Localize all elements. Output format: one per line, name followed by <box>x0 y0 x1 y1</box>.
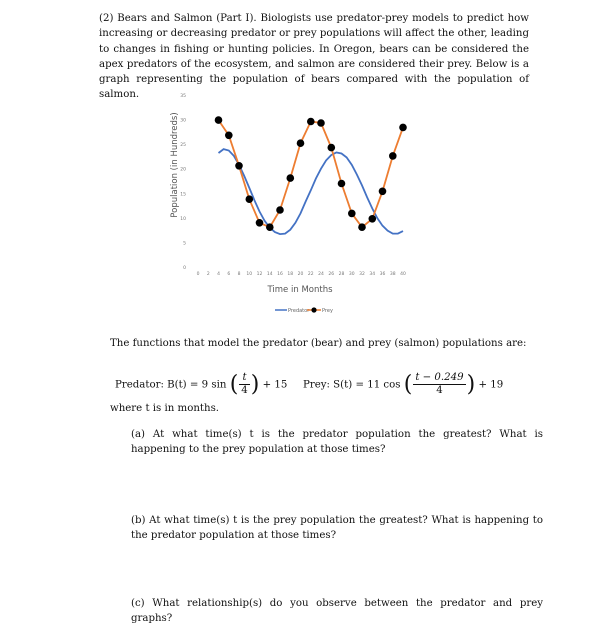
prey-data-point <box>379 188 387 196</box>
x-tick-label: 38 <box>389 272 396 277</box>
prey-data-point <box>369 215 377 223</box>
functions-intro: The functions that model the predator (bear) and prey (salmon) populations are: <box>110 338 527 349</box>
predator-frac-num: t <box>239 372 249 385</box>
y-tick-label: 25 <box>180 143 186 149</box>
y-tick-label: 20 <box>180 167 186 173</box>
x-tick-label: 2 <box>206 272 210 277</box>
prey-data-point <box>338 180 346 188</box>
x-tick-label: 24 <box>318 272 324 277</box>
x-tick-label: 22 <box>307 272 314 277</box>
y-tick-label: 30 <box>180 118 186 124</box>
prey-data-point <box>246 195 254 203</box>
prey-data-point <box>235 162 243 170</box>
x-tick-label: 40 <box>400 272 406 277</box>
prey-data-point <box>389 152 397 160</box>
legend-prey-label: Prey <box>322 308 333 314</box>
predator-formula: Predator: B(t) = 9 sin ( $\frac{t}{4}$ ) + 15 <box>115 372 288 397</box>
question-a: (a) At what time(s) t is the predator population the greatest? What is happening to the prey population at those times? <box>131 429 543 455</box>
legend-predator-label: Predator <box>288 308 310 314</box>
predator-formula-rhs: + 15 <box>262 379 288 391</box>
prey-data-point <box>358 223 366 231</box>
variable-note: where t is in months. <box>110 403 220 414</box>
prey-series-line <box>219 120 404 227</box>
y-tick-label: 5 <box>183 241 186 247</box>
prey-formula-rhs: + 19 <box>478 379 504 391</box>
y-tick-label: 35 <box>180 94 186 99</box>
prey-data-point <box>307 118 315 126</box>
y-axis-label: Population (in Hundreds) <box>170 112 180 218</box>
prey-data-point <box>328 144 336 152</box>
x-tick-label: 30 <box>348 272 355 277</box>
prey-frac-den: 4 <box>436 385 443 396</box>
y-tick-label: 15 <box>180 192 186 198</box>
question-b: (b) At what time(s) t is the prey population the greatest? What is happening to the predator population at those times? <box>131 515 543 541</box>
prey-data-point <box>215 116 223 124</box>
x-tick-label: 32 <box>359 272 365 277</box>
prey-data-point <box>266 223 274 231</box>
predator-formula-lhs: Predator: B(t) = 9 sin <box>115 379 227 391</box>
x-tick-label: 16 <box>277 272 283 277</box>
legend-prey-marker <box>311 307 316 312</box>
prey-data-point <box>317 119 325 127</box>
x-tick-label: 36 <box>379 272 386 277</box>
x-tick-label: 10 <box>246 272 253 277</box>
prey-frac-num: t − 0.249 <box>415 372 464 383</box>
x-tick-label: 34 <box>369 272 376 277</box>
x-tick-label: 12 <box>256 272 263 277</box>
x-tick-label: 0 <box>196 272 200 277</box>
prey-data-point <box>348 210 356 218</box>
problem-intro: (2) Bears and Salmon (Part I). Biologists use predator-prey models to predict how increasing or decreasing predator or prey populations will affect the other, leading to changes in fishing or hunting policies. In Oregon, bears can be considered the apex predators of the ecosystem, and salmon are considered their prey. Below is a graph representing the population of bears compared with the population of salmon. <box>99 13 529 101</box>
predator-frac-den: 4 <box>241 385 248 396</box>
prey-data-point <box>225 132 233 140</box>
prey-data-point <box>276 206 284 214</box>
x-tick-label: 26 <box>328 272 335 277</box>
x-axis-label: Time in Months <box>267 285 333 295</box>
y-tick-label: 10 <box>180 216 186 222</box>
x-tick-label: 20 <box>297 272 304 277</box>
prey-data-point <box>287 174 295 182</box>
x-tick-label: 28 <box>338 272 345 277</box>
x-tick-label: 6 <box>227 272 231 277</box>
prey-formula-lhs: Prey: S(t) = 11 cos <box>303 379 401 391</box>
prey-formula: Prey: S(t) = 11 cos ( $\frac{t - 0.249}{4}$ ) + 19 <box>303 372 504 397</box>
population-chart <box>163 87 413 323</box>
question-c: (c) What relationship(s) do you observe between the predator and prey graphs? <box>131 598 543 624</box>
x-tick-label: 4 <box>217 272 220 277</box>
prey-data-point <box>399 124 407 132</box>
x-tick-label: 18 <box>287 272 294 277</box>
prey-data-point <box>256 219 264 227</box>
x-tick-label: 14 <box>266 272 273 277</box>
x-tick-label: 8 <box>237 272 241 277</box>
prey-data-point <box>297 139 305 147</box>
y-tick-label: 0 <box>183 266 186 271</box>
chart-legend <box>275 307 333 314</box>
